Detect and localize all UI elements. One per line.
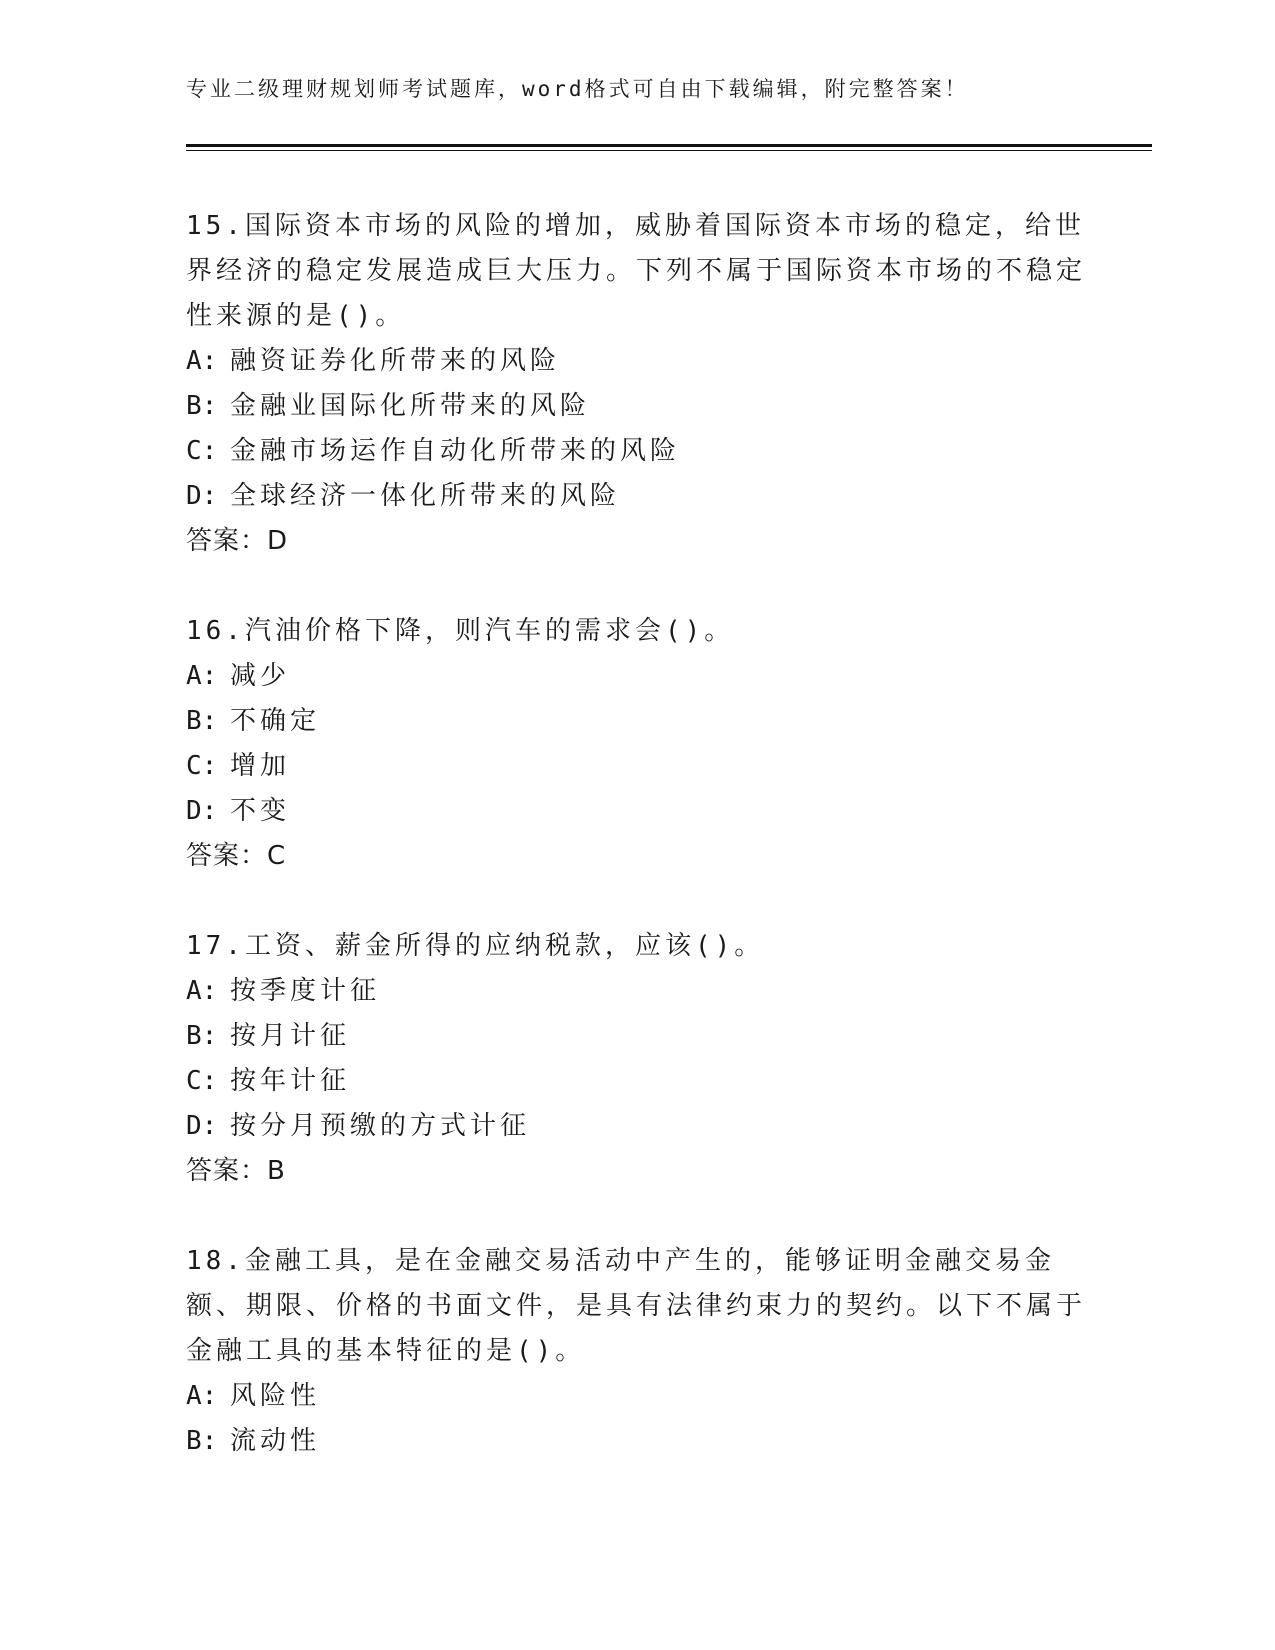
option-letter: D: <box>186 1111 218 1141</box>
option-c <box>186 1059 1086 1104</box>
question-17 <box>186 924 1086 1194</box>
option-letter: C: <box>186 1066 218 1096</box>
option-letter: B: <box>186 391 218 421</box>
question-stem: 18.金融工具，是在金融交易活动中产生的，能够证明金融交易金额、期限、价格的书面文件，是具有法律约束力的契约。以下不属于金融工具的基本特征的是()。 <box>186 1246 1087 1366</box>
question-stem: 17.工资、薪金所得的应纳税款，应该()。 <box>186 931 765 961</box>
option-d <box>186 474 1086 519</box>
option-text: 按分月预缴的方式计征 <box>230 1111 531 1141</box>
answer: 答案：B <box>186 1156 286 1186</box>
option-letter: A: <box>186 1381 218 1411</box>
option-c <box>186 429 1086 474</box>
option-text: 金融市场运作自动化所带来的风险 <box>230 436 681 466</box>
option-b <box>186 1419 1086 1464</box>
option-letter: D: <box>186 481 218 511</box>
option-text: 流动性 <box>230 1426 321 1456</box>
option-text: 融资证券化所带来的风险 <box>230 346 561 376</box>
option-letter: B: <box>186 706 218 736</box>
option-letter: D: <box>186 796 218 826</box>
option-letter: A: <box>186 976 218 1006</box>
option-b <box>186 1014 1086 1059</box>
question-18 <box>186 1239 1086 1464</box>
option-text: 按年计征 <box>230 1066 351 1096</box>
page-header: 专业二级理财规划师考试题库，word格式可自由下载编辑，附完整答案！ <box>186 77 969 101</box>
option-text: 不变 <box>230 796 291 826</box>
answer: 答案：C <box>186 841 287 871</box>
question-15 <box>186 204 1086 564</box>
option-b <box>186 699 1086 744</box>
option-letter: B: <box>186 1021 218 1051</box>
option-d <box>186 1104 1086 1149</box>
option-text: 按季度计征 <box>230 976 381 1006</box>
option-text: 按月计征 <box>230 1021 351 1051</box>
option-text: 全球经济一体化所带来的风险 <box>230 481 621 511</box>
option-b <box>186 384 1086 429</box>
option-text: 增加 <box>230 751 291 781</box>
answer: 答案：D <box>186 526 289 556</box>
option-d <box>186 789 1086 834</box>
question-stem: 16.汽油价格下降，则汽车的需求会()。 <box>186 616 735 646</box>
header-divider-thin <box>186 150 1152 151</box>
question-stem: 15.国际资本市场的风险的增加，威胁着国际资本市场的稳定，给世界经济的稳定发展造成巨大压力。下列不属于国际资本市场的不稳定性来源的是()。 <box>186 211 1087 331</box>
option-text: 不确定 <box>230 706 321 736</box>
option-letter: C: <box>186 751 218 781</box>
header-divider-thick <box>186 144 1152 147</box>
option-text: 风险性 <box>230 1381 321 1411</box>
question-list <box>186 204 1086 1509</box>
question-16 <box>186 609 1086 879</box>
option-letter: B: <box>186 1426 218 1456</box>
option-c <box>186 744 1086 789</box>
option-a <box>186 969 1086 1014</box>
option-text: 金融业国际化所带来的风险 <box>230 391 591 421</box>
option-a <box>186 654 1086 699</box>
option-a <box>186 339 1086 384</box>
option-letter: A: <box>186 661 218 691</box>
option-letter: C: <box>186 436 218 466</box>
option-a <box>186 1374 1086 1419</box>
option-letter: A: <box>186 346 218 376</box>
option-text: 减少 <box>230 661 291 691</box>
